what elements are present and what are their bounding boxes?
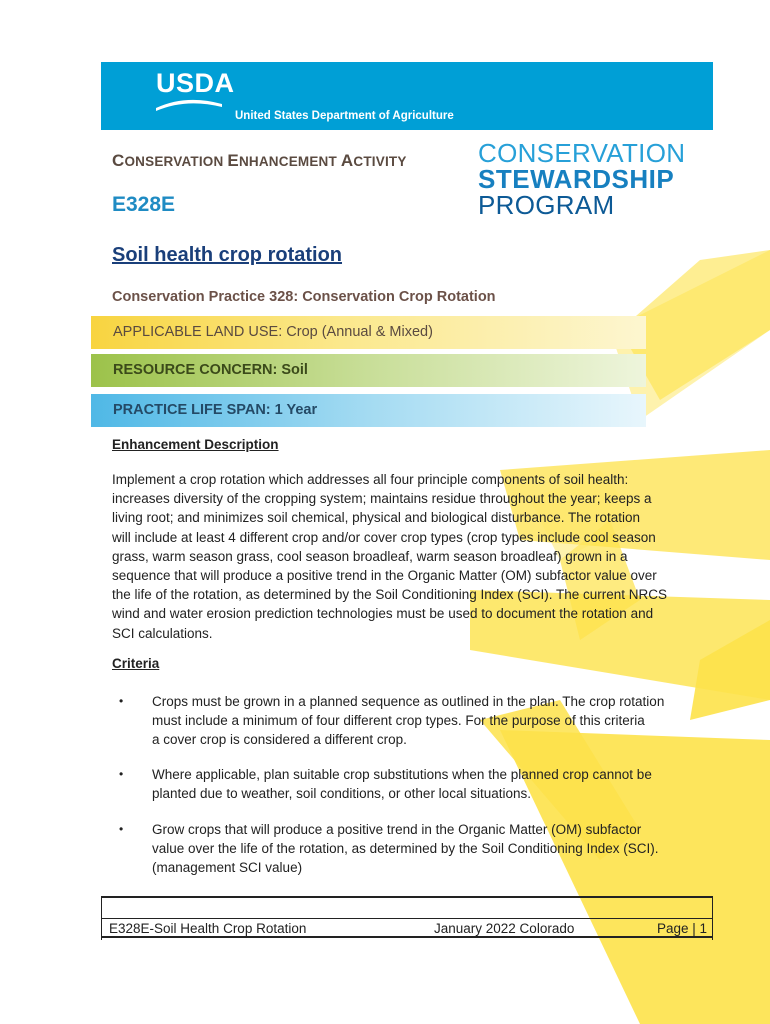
usda-header-banner [101,62,713,130]
criteria-line: Where applicable, plan suitable crop substitutions when the planned crop cannot be [152,767,652,782]
description-line: SCI calculations. [112,625,213,641]
csp-logo-line1: CONSERVATION [478,138,686,168]
land-use-text: APPLICABLE LAND USE: Crop (Annual & Mixed) [113,324,433,340]
footer-doc-name: E328E-Soil Health Crop Rotation [109,921,307,936]
page-title: Soil health crop rotation [112,244,343,266]
usda-logo: USDA [156,68,235,98]
description-line: grass, warm season grass, cool season broadleaf, warm season broadleaf) grown in a [112,548,628,564]
criteria-line: (management SCI value) [152,860,303,876]
page-footer [101,896,713,938]
description-line: wind and water erosion prediction technologies must be used to document the rotation and [112,606,654,622]
activity-label: CONSERVATION ENHANCEMENT ACTIVITY [112,151,407,170]
criteria-line: must include a minimum of four different crop types. For the purpose of this criteria [152,713,645,729]
csp-logo-line2: STEWARDSHIP [478,164,675,194]
description-line: increases diversity of the cropping system; maintains residue throughout the year; keeps a [112,491,652,507]
practice-life-span-bar [91,394,646,427]
criteria-line: value over the life of the rotation, as determined by the Soil Conditioning Index (SCI). [152,841,659,857]
resource-concern-text: RESOURCE CONCERN: Soil [113,362,308,378]
csp-program-logo [478,140,685,218]
description-line: the life of the rotation, as determined by the Soil Conditioning Index (SCI). The current NRCS [112,587,668,603]
description-line: Implement a crop rotation which addresses all four principle components of soil health: [112,472,629,487]
bullet-icon: • [119,767,124,781]
practice-life-span-text: PRACTICE LIFE SPAN: 1 Year [113,402,318,418]
footer-page-number: Page | 1 [656,921,707,936]
criteria-line: a cover crop is considered a different crop. [152,732,407,748]
description-line: will include at least 4 different crop and/or cover crop types (crop types include cool season [112,529,656,545]
criteria-line: planted due to weather, soil conditions, or other local situations. [152,786,531,802]
practice-subtitle: Conservation Practice 328: Conservation Crop Rotation [112,289,496,305]
footer-date-location: January 2022 Colorado [434,921,575,936]
csp-logo-line3: PROGRAM [478,190,615,220]
bullet-icon: • [119,694,124,708]
land-use-bar [91,316,646,349]
usda-swoosh-icon [156,98,226,112]
activity-code: E328E [112,193,176,216]
footer-row [101,918,713,938]
description-line: living root; and minimizes soil chemical, physical and biological disturbance. The rotation [112,510,641,526]
criteria-line: Grow crops that will produce a positive trend in the Organic Matter (OM) subfactor [152,822,642,837]
description-line: sequence that will produce a positive trend in the Organic Matter (OM) subfactor value over [112,568,657,584]
criteria-line: Crops must be grown in a planned sequence as outlined in the plan. The crop rotation [152,694,665,709]
department-name: United States Department of Agriculture [235,110,454,122]
resource-concern-bar [91,354,646,387]
enhancement-description-heading: Enhancement Description [112,437,279,452]
enhancement-description-body [112,470,687,643]
bullet-icon: • [119,822,124,836]
criteria-heading: Criteria [112,656,160,671]
